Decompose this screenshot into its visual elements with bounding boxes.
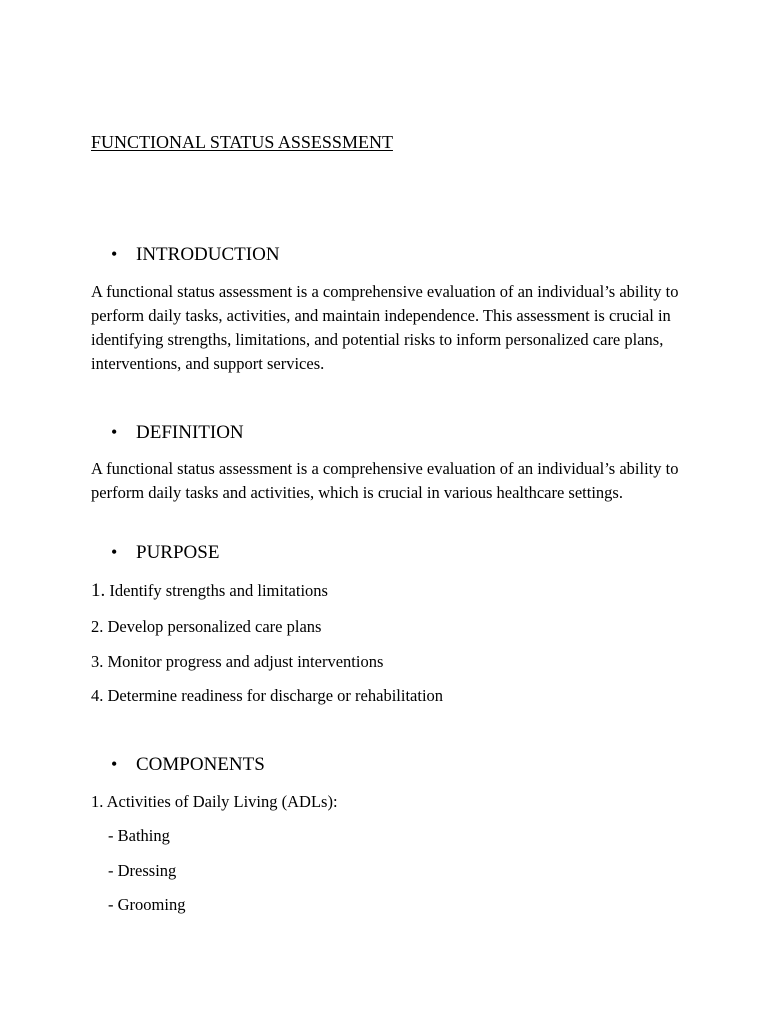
purpose-item-1-text: Identify strengths and limitations — [105, 581, 328, 600]
bullet-icon: • — [111, 542, 118, 562]
purpose-item-4: 4. Determine readiness for discharge or rehabilitation — [91, 686, 444, 705]
introduction-heading-text: INTRODUCTION — [136, 244, 280, 265]
purpose-heading — [111, 542, 219, 564]
bullet-icon: • — [111, 754, 118, 774]
purpose-item-2: 2. Develop personalized care plans — [91, 617, 322, 636]
purpose-item-1 — [91, 580, 328, 602]
bullet-icon: • — [111, 422, 118, 442]
introduction-paragraph: A functional status assessment is a comprehensive evaluation of an individual’s ability to perform daily tasks, activities, and maintain independence. This assessment is crucial in identifying strengths, limitations, and potential risks to inform personalized care plans, interventions, and support services. — [91, 282, 679, 373]
components-heading-text: COMPONENTS — [136, 754, 265, 775]
purpose-item-3: 3. Monitor progress and adjust interventions — [91, 652, 384, 671]
purpose-heading-text: PURPOSE — [136, 542, 220, 563]
components-sub-item: - Grooming — [108, 895, 186, 914]
components-heading — [111, 754, 265, 776]
components-sub-item: - Dressing — [108, 861, 177, 880]
document-title: FUNCTIONAL STATUS ASSESSMENT — [91, 132, 393, 152]
bullet-icon: • — [111, 244, 118, 264]
definition-heading — [111, 422, 244, 444]
definition-paragraph: A functional status assessment is a comprehensive evaluation of an individual’s ability to perform daily tasks and activities, which is crucial in various healthcare settings. — [91, 459, 679, 502]
definition-heading-text: DEFINITION — [136, 422, 244, 443]
introduction-heading — [111, 244, 280, 266]
components-item-1: 1. Activities of Daily Living (ADLs): — [91, 792, 338, 811]
purpose-item-1-number: 1. — [91, 580, 106, 601]
components-sub-item: - Bathing — [108, 826, 170, 845]
